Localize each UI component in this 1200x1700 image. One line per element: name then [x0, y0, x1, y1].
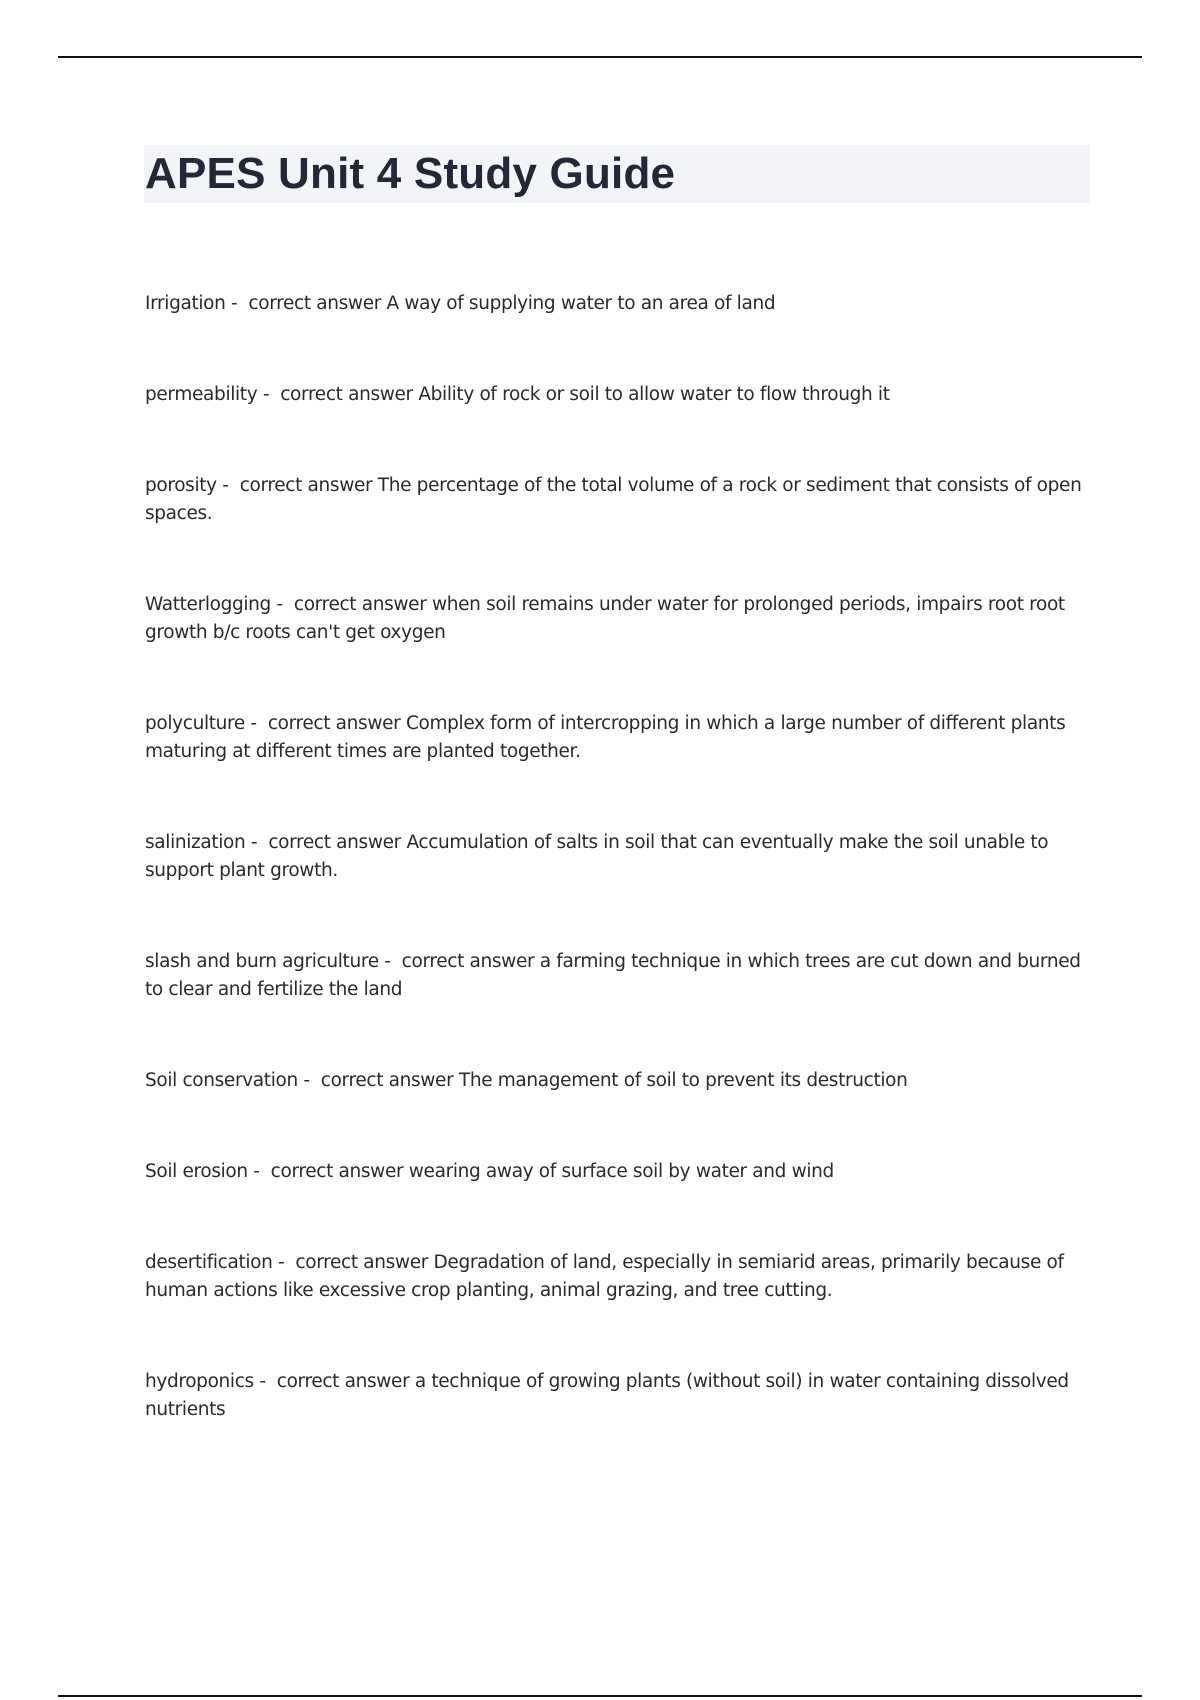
entry-answer-marker: correct answer	[268, 832, 401, 853]
entry-term: permeability	[145, 384, 258, 405]
entry-term: Watterlogging	[145, 594, 271, 615]
entry-term: polyculture	[145, 713, 245, 734]
entry-definition: Degradation of land, especially in semiarid areas, primarily because of human actions like excessive crop planting, animal grazing, and tree cutting.	[145, 1252, 1064, 1301]
entry-term: porosity	[145, 475, 217, 496]
study-guide-entries	[145, 290, 1090, 1487]
entry: Irrigation - correct answer A way of supplying water to an area of land	[145, 293, 776, 314]
entry: Soil erosion - correct answer wearing away of surface soil by water and wind	[145, 1161, 834, 1182]
entry-answer-marker: correct answer	[248, 293, 381, 314]
entry-answer-marker: correct answer	[270, 1161, 404, 1182]
entry: Watterlogging - correct answer when soil remains under water for prolonged periods, impairs root root growth b/c roots can't get oxygen	[145, 594, 1065, 643]
entry: hydroponics - correct answer a technique of growing plants (without soil) in water containing dissolved nutrients	[145, 1371, 1069, 1420]
entry-term: salinization	[145, 832, 246, 853]
entry-answer-marker: correct answer	[239, 475, 373, 496]
entry-term: desertification	[145, 1252, 273, 1273]
entry: salinization - correct answer Accumulation of salts in soil that can eventually make the soil unable to support plant growth.	[145, 832, 1049, 881]
entry: permeability - correct answer Ability of rock or soil to allow water to flow through it	[145, 384, 890, 405]
entry-term: slash and burn agriculture	[145, 951, 379, 972]
entry: polyculture - correct answer Complex form of intercropping in which a large number of different plants maturing at different times are planted together.	[145, 713, 1066, 762]
entry-definition: when soil remains under water for prolonged periods, impairs root root growth b/c roots can't get oxygen	[145, 594, 1065, 643]
entry: Soil conservation - correct answer The management of soil to prevent its destruction	[145, 1070, 908, 1091]
entry-definition: Complex form of intercropping in which a large number of different plants maturing at different times are planted together.	[145, 713, 1066, 762]
entry-definition: Ability of rock or soil to allow water to flow through it	[418, 384, 890, 405]
entry: desertification - correct answer Degradation of land, especially in semiarid areas, primarily because of human actions like excessive crop planting, animal grazing, and tree cutting.	[145, 1252, 1064, 1301]
entry-definition: wearing away of surface soil by water and wind	[408, 1161, 834, 1182]
entry-definition: a farming technique in which trees are cut down and burned to clear and fertilize the land	[145, 951, 1081, 1000]
entry-definition: A way of supplying water to an area of land	[386, 293, 776, 314]
entry-definition: The management of soil to prevent its destruction	[458, 1070, 908, 1091]
entry-answer-marker: correct answer	[267, 713, 401, 734]
entry-answer-marker: correct answer	[320, 1070, 454, 1091]
entry-term: Soil conservation	[145, 1070, 298, 1091]
entry-answer-marker: correct answer	[293, 594, 427, 615]
entry-definition: The percentage of the total volume of a rock or sediment that consists of open spaces.	[145, 475, 1082, 524]
entry-answer-marker: correct answer	[280, 384, 413, 405]
header-rule	[58, 56, 1142, 58]
entry-definition: a technique of growing plants (without soil) in water containing dissolved nutrients	[145, 1371, 1069, 1420]
entry-term: Irrigation	[145, 293, 226, 314]
entry-answer-marker: correct answer	[401, 951, 535, 972]
entry: porosity - correct answer The percentage of the total volume of a rock or sediment that consists of open spaces.	[145, 475, 1082, 524]
entry-term: hydroponics	[145, 1371, 254, 1392]
entry-term: Soil erosion	[145, 1161, 248, 1182]
entry-answer-marker: correct answer	[295, 1252, 428, 1273]
footer-rule	[58, 1695, 1142, 1697]
entry-definition: Accumulation of salts in soil that can eventually make the soil unable to support plant growth.	[145, 832, 1049, 881]
entry-answer-marker: correct answer	[276, 1371, 410, 1392]
entry: slash and burn agriculture - correct answer a farming technique in which trees are cut down and burned to clear and fertilize the land	[145, 951, 1081, 1000]
page-title: APES Unit 4 Study Guide	[145, 149, 676, 198]
